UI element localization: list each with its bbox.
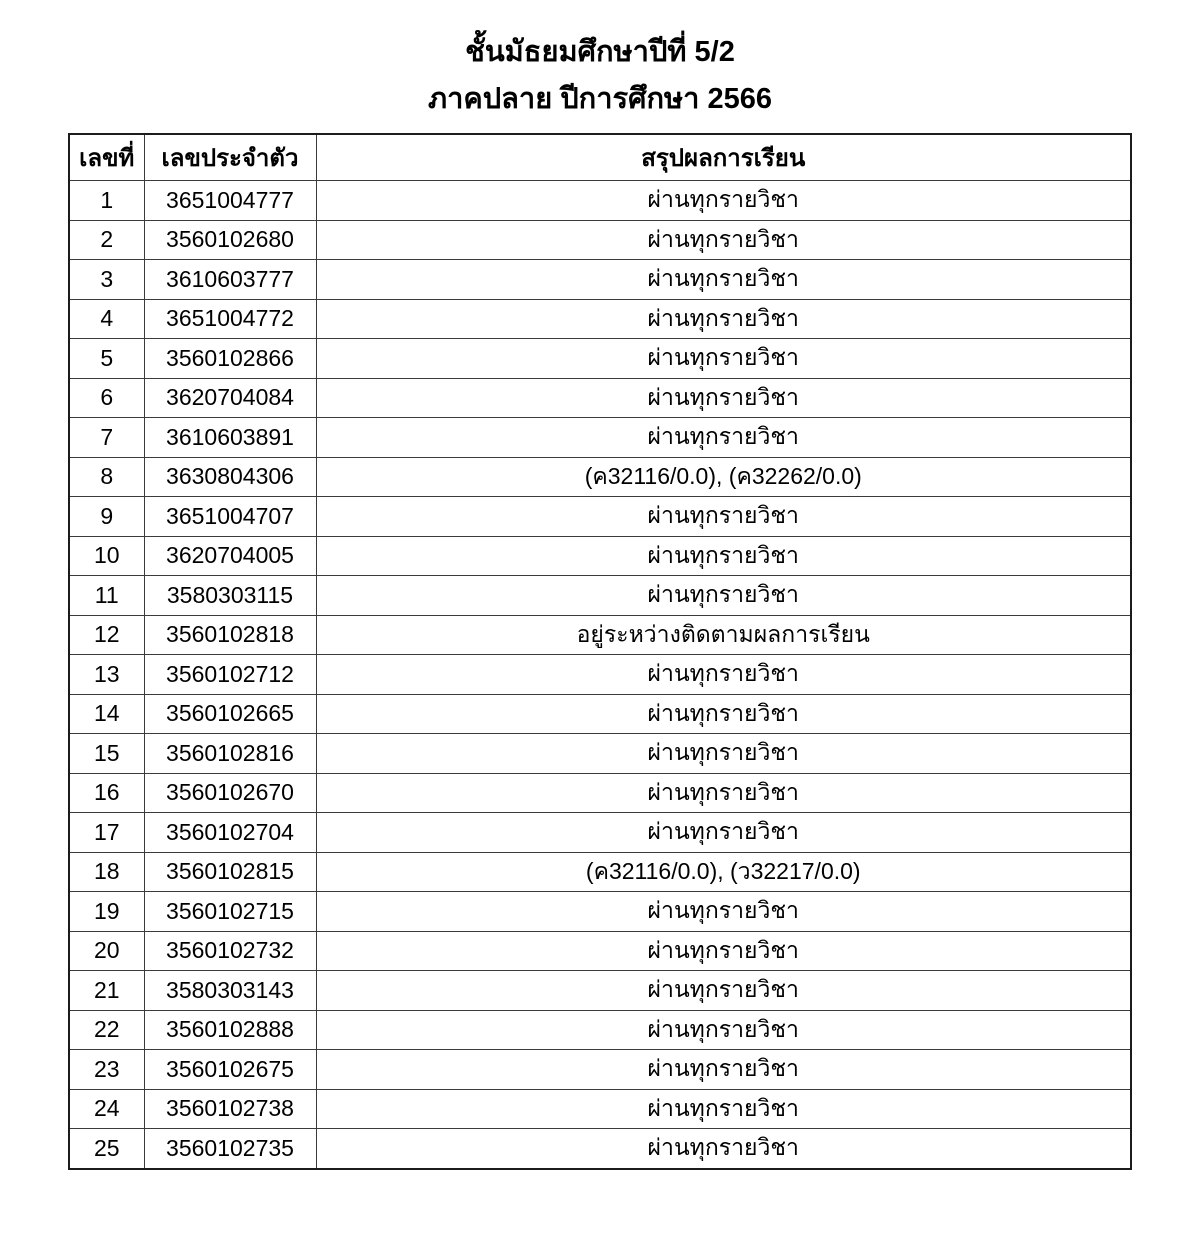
row-number-cell: 12: [69, 615, 144, 655]
table-row: [69, 1010, 1131, 1050]
table-row: [69, 260, 1131, 300]
result-cell: ผ่านทุกรายวิชา: [316, 813, 1131, 853]
table-row: [69, 892, 1131, 932]
result-cell: (ค32116/0.0), (ว32217/0.0): [316, 852, 1131, 892]
table-row: [69, 418, 1131, 458]
student-id-cell: 3560102816: [144, 734, 316, 774]
table-row: [69, 734, 1131, 774]
result-cell: ผ่านทุกรายวิชา: [316, 260, 1131, 300]
result-cell: ผ่านทุกรายวิชา: [316, 892, 1131, 932]
table-row: [69, 971, 1131, 1011]
student-id-cell: 3560102818: [144, 615, 316, 655]
student-id-cell: 3560102675: [144, 1050, 316, 1090]
table-row: [69, 378, 1131, 418]
student-id-cell: 3560102704: [144, 813, 316, 853]
result-cell: ผ่านทุกรายวิชา: [316, 418, 1131, 458]
result-cell: ผ่านทุกรายวิชา: [316, 734, 1131, 774]
row-number-cell: 17: [69, 813, 144, 853]
student-id-cell: 3651004772: [144, 299, 316, 339]
row-number-cell: 13: [69, 655, 144, 695]
result-cell: (ค32116/0.0), (ค32262/0.0): [316, 457, 1131, 497]
result-cell: ผ่านทุกรายวิชา: [316, 655, 1131, 695]
table-row: [69, 576, 1131, 616]
row-number-cell: 19: [69, 892, 144, 932]
student-id-cell: 3610603777: [144, 260, 316, 300]
results-table-header: [69, 134, 1131, 181]
class-title: ชั้นมัธยมศึกษาปีที่ 5/2: [465, 36, 735, 68]
row-number-cell: 6: [69, 378, 144, 418]
result-cell: ผ่านทุกรายวิชา: [316, 576, 1131, 616]
result-cell: ผ่านทุกรายวิชา: [316, 694, 1131, 734]
result-cell: ผ่านทุกรายวิชา: [316, 1010, 1131, 1050]
row-number-cell: 11: [69, 576, 144, 616]
table-row: [69, 220, 1131, 260]
result-cell: อยู่ระหว่างติดตามผลการเรียน: [316, 615, 1131, 655]
student-id-cell: 3560102715: [144, 892, 316, 932]
student-id-cell: 3560102888: [144, 1010, 316, 1050]
table-row: [69, 655, 1131, 695]
result-cell: ผ่านทุกรายวิชา: [316, 220, 1131, 260]
table-row: [69, 852, 1131, 892]
student-id-cell: 3560102680: [144, 220, 316, 260]
row-number-cell: 23: [69, 1050, 144, 1090]
col-header-result-summary: สรุปผลการเรียน: [316, 134, 1131, 181]
row-number-cell: 21: [69, 971, 144, 1011]
results-table-body: [69, 181, 1131, 1169]
result-cell: ผ่านทุกรายวิชา: [316, 299, 1131, 339]
table-row: [69, 497, 1131, 537]
row-number-cell: 20: [69, 931, 144, 971]
table-row: [69, 1050, 1131, 1090]
row-number-cell: 10: [69, 536, 144, 576]
row-number-cell: 15: [69, 734, 144, 774]
table-row: [69, 457, 1131, 497]
student-id-cell: 3560102866: [144, 339, 316, 379]
col-header-student-id: เลขประจำตัว: [144, 134, 316, 181]
table-row: [69, 813, 1131, 853]
student-id-cell: 3560102670: [144, 773, 316, 813]
header-row: [69, 134, 1131, 181]
table-row: [69, 339, 1131, 379]
col-header-number: เลขที่: [69, 134, 144, 181]
student-id-cell: 3580303115: [144, 576, 316, 616]
row-number-cell: 9: [69, 497, 144, 537]
student-id-cell: 3560102712: [144, 655, 316, 695]
row-number-cell: 5: [69, 339, 144, 379]
student-id-cell: 3620704084: [144, 378, 316, 418]
row-number-cell: 1: [69, 181, 144, 221]
result-cell: ผ่านทุกรายวิชา: [316, 931, 1131, 971]
result-cell: ผ่านทุกรายวิชา: [316, 971, 1131, 1011]
result-cell: ผ่านทุกรายวิชา: [316, 497, 1131, 537]
row-number-cell: 3: [69, 260, 144, 300]
table-row: [69, 615, 1131, 655]
row-number-cell: 2: [69, 220, 144, 260]
row-number-cell: 7: [69, 418, 144, 458]
result-cell: ผ่านทุกรายวิชา: [316, 1129, 1131, 1169]
row-number-cell: 22: [69, 1010, 144, 1050]
table-row: [69, 299, 1131, 339]
student-id-cell: 3651004707: [144, 497, 316, 537]
student-id-cell: 3560102732: [144, 931, 316, 971]
table-row: [69, 931, 1131, 971]
result-cell: ผ่านทุกรายวิชา: [316, 1089, 1131, 1129]
result-cell: ผ่านทุกรายวิชา: [316, 181, 1131, 221]
table-row: [69, 694, 1131, 734]
table-row: [69, 773, 1131, 813]
row-number-cell: 24: [69, 1089, 144, 1129]
student-id-cell: 3560102815: [144, 852, 316, 892]
student-id-cell: 3651004777: [144, 181, 316, 221]
student-id-cell: 3630804306: [144, 457, 316, 497]
table-row: [69, 1089, 1131, 1129]
results-table: [68, 133, 1132, 1170]
row-number-cell: 16: [69, 773, 144, 813]
table-row: [69, 1129, 1131, 1169]
result-cell: ผ่านทุกรายวิชา: [316, 536, 1131, 576]
result-cell: ผ่านทุกรายวิชา: [316, 378, 1131, 418]
semester-title: ภาคปลาย ปีการศึกษา 2566: [427, 83, 773, 116]
student-id-cell: 3580303143: [144, 971, 316, 1011]
row-number-cell: 18: [69, 852, 144, 892]
row-number-cell: 8: [69, 457, 144, 497]
student-id-cell: 3560102665: [144, 694, 316, 734]
row-number-cell: 14: [69, 694, 144, 734]
student-id-cell: 3560102735: [144, 1129, 316, 1169]
result-cell: ผ่านทุกรายวิชา: [316, 1050, 1131, 1090]
student-id-cell: 3620704005: [144, 536, 316, 576]
table-row: [69, 181, 1131, 221]
student-id-cell: 3560102738: [144, 1089, 316, 1129]
result-cell: ผ่านทุกรายวิชา: [316, 773, 1131, 813]
result-cell: ผ่านทุกรายวิชา: [316, 339, 1131, 379]
table-row: [69, 536, 1131, 576]
row-number-cell: 4: [69, 299, 144, 339]
row-number-cell: 25: [69, 1129, 144, 1169]
student-id-cell: 3610603891: [144, 418, 316, 458]
